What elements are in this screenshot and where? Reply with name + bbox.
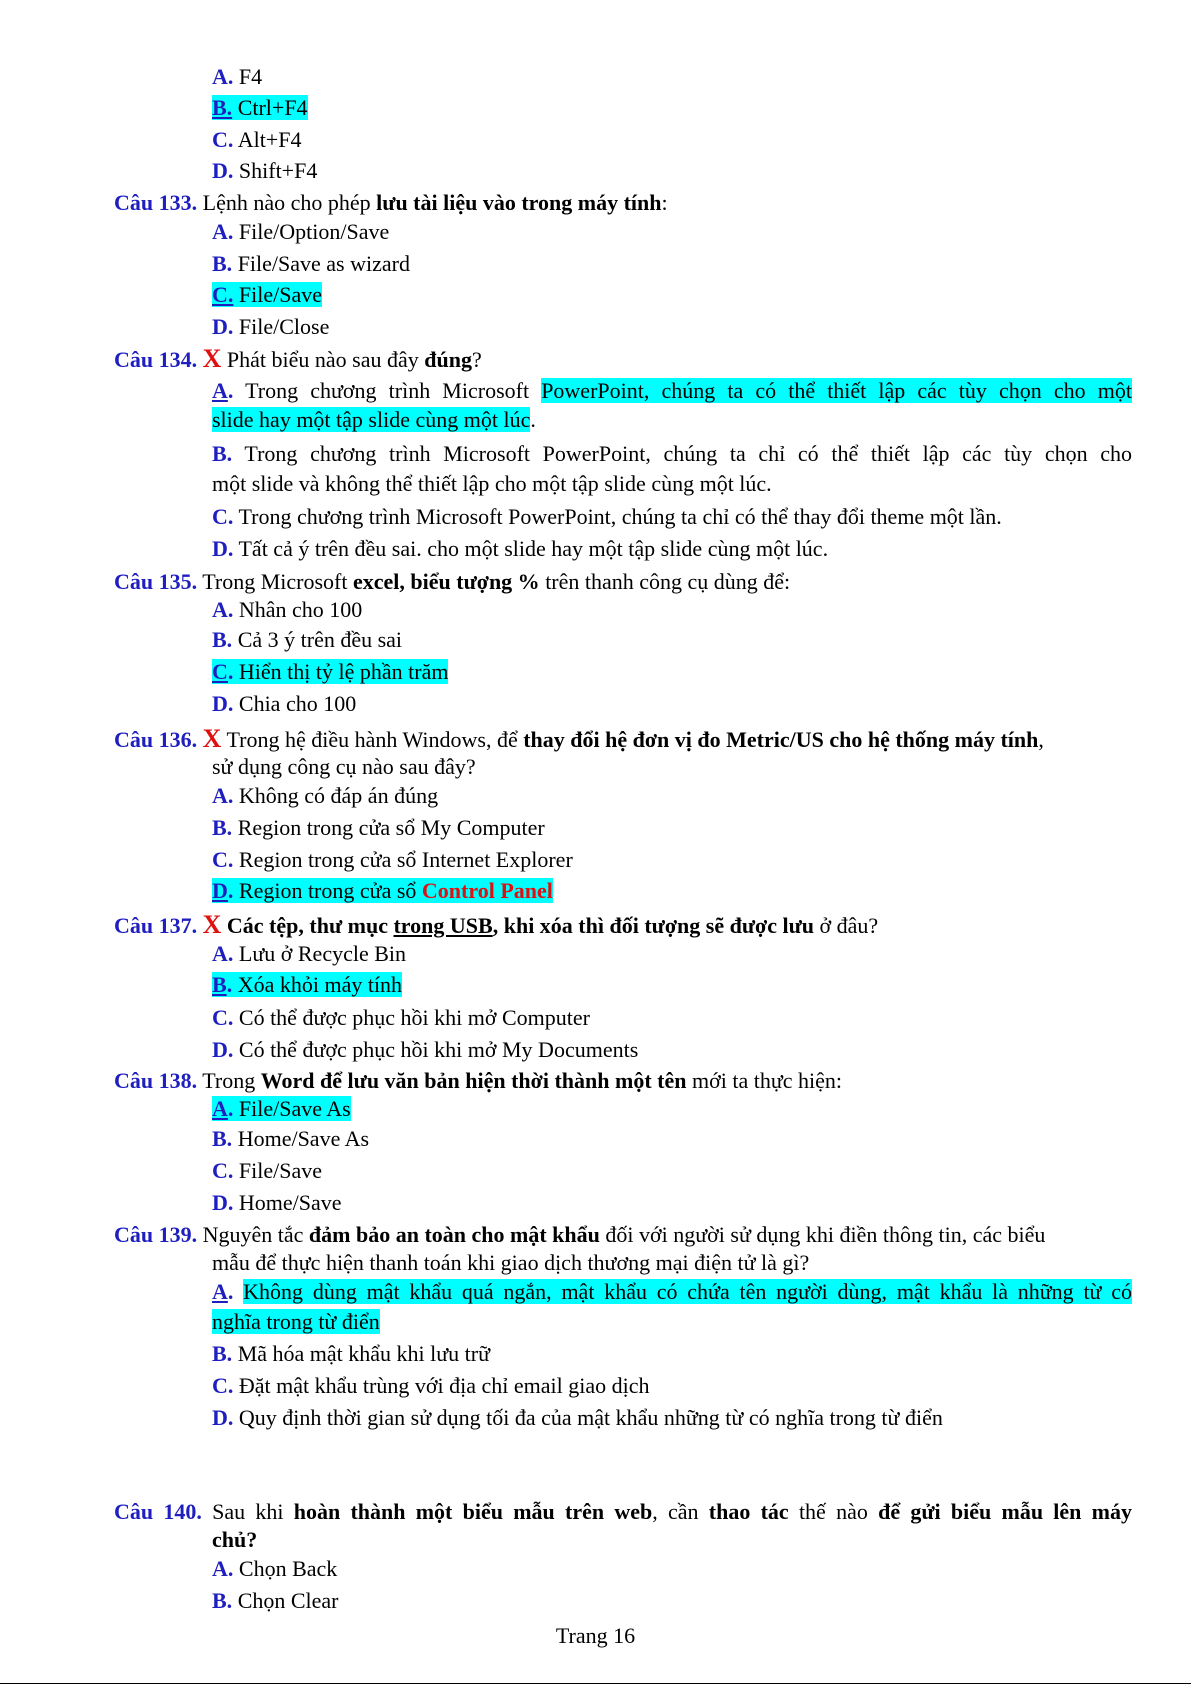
option-c: C. Region trong cửa sổ Internet Explorer: [212, 847, 573, 872]
wrong-mark-icon: X: [202, 344, 222, 373]
question-135: Câu 135. Trong Microsoft excel, biểu tượng % trên thanh công cụ dùng để:: [114, 569, 791, 594]
option-a: A. File/Option/Save: [212, 219, 390, 244]
option-c: C. Đặt mật khẩu trùng với địa chỉ email giao dịch: [212, 1373, 650, 1398]
option-b-answer: B. Ctrl+F4: [212, 95, 308, 120]
option-a-answer: A. File/Save As: [212, 1096, 351, 1121]
option-a-answer: A. Trong chương trình Microsoft PowerPoint, chúng ta có thể thiết lập các tùy chọn cho một: [212, 378, 1132, 403]
option-a-answer: A. Không dùng mật khẩu quá ngắn, mật khẩu có chứa tên người dùng, mật khẩu là những từ có: [212, 1279, 1133, 1304]
option-b: B. Chọn Clear: [212, 1588, 339, 1613]
option-d: D. File/Close: [212, 314, 330, 339]
option-b-answer: B. Xóa khỏi máy tính: [212, 972, 403, 997]
option-b-continued: một slide và không thể thiết lập cho một tập slide cùng một lúc.: [212, 471, 772, 496]
question-139-continued: mẫu để thực hiện thanh toán khi giao dịch thương mại điện tử là gì?: [212, 1250, 810, 1275]
question-133: Câu 133. Lệnh nào cho phép lưu tài liệu vào trong máy tính:: [114, 190, 668, 215]
option-d: D. Shift+F4: [212, 158, 318, 183]
page-number: Trang 16: [555, 1623, 636, 1648]
option-b: B. Cả 3 ý trên đều sai: [212, 627, 403, 652]
option-a: A. Không có đáp án đúng: [212, 783, 439, 808]
option-a: A. Nhân cho 100: [212, 597, 363, 622]
option-a-continued: slide hay một tập slide cùng một lúc.: [212, 407, 536, 432]
option-b: B. Home/Save As: [212, 1126, 370, 1151]
option-b: B. Region trong cửa sổ My Computer: [212, 815, 545, 840]
option-b: B. Mã hóa mật khẩu khi lưu trữ: [212, 1341, 491, 1366]
option-a: A. Lưu ở Recycle Bin: [212, 941, 407, 966]
option-b: B. File/Save as wizard: [212, 251, 410, 276]
option-b: B. Trong chương trình Microsoft PowerPoint, chúng ta chỉ có thể thiết lập các tùy chọn cho: [212, 441, 1132, 466]
option-d-answer: D. Region trong cửa sổ Control Panel: [212, 878, 553, 903]
option-c: C. Trong chương trình Microsoft PowerPoint, chúng ta chỉ có thể thay đổi theme một lần.: [212, 504, 1002, 529]
option-c-answer: C. Hiển thị tỷ lệ phần trăm: [212, 659, 449, 684]
question-139: Câu 139. Nguyên tắc đảm bảo an toàn cho mật khẩu đối với người sử dụng khi điền thông tin, các biểu: [114, 1222, 1046, 1247]
bottom-divider: [0, 1683, 1191, 1684]
option-c: C. Có thể được phục hồi khi mở Computer: [212, 1005, 590, 1030]
question-134: Câu 134. X Phát biểu nào sau đây đúng?: [114, 344, 482, 373]
option-a-continued: nghĩa trong từ điển: [212, 1309, 380, 1334]
wrong-mark-icon: X: [202, 910, 222, 939]
question-140: Câu 140. Sau khi hoàn thành một biểu mẫu trên web, cần thao tác thế nào để gửi biểu mẫu lên máy: [114, 1499, 1132, 1524]
option-c: C. File/Save: [212, 1158, 322, 1183]
option-d: D. Chia cho 100: [212, 691, 357, 716]
option-c: C. Alt+F4: [212, 127, 302, 152]
option-c-answer: C. File/Save: [212, 282, 322, 307]
option-d: D. Có thể được phục hồi khi mở My Documents: [212, 1037, 639, 1062]
wrong-mark-icon: X: [202, 724, 222, 753]
option-a: A. Chọn Back: [212, 1556, 338, 1581]
question-138: Câu 138. Trong Word để lưu văn bản hiện thời thành một tên mới ta thực hiện:: [114, 1068, 843, 1093]
option-d: D. Home/Save: [212, 1190, 342, 1215]
question-140-continued: chủ?: [212, 1527, 258, 1552]
option-a: A. F4: [212, 64, 263, 89]
option-d: D. Quy định thời gian sử dụng tối đa của mật khẩu những từ có nghĩa trong từ điển: [212, 1405, 943, 1430]
question-136-continued: sử dụng công cụ nào sau đây?: [212, 754, 476, 779]
question-136: Câu 136. X Trong hệ điều hành Windows, để thay đổi hệ đơn vị đo Metric/US cho hệ thống máy tính,: [114, 724, 1044, 753]
question-137: Câu 137. X Các tệp, thư mục trong USB, khi xóa thì đối tượng sẽ được lưu ở đâu?: [114, 910, 879, 939]
option-d: D. Tất cả ý trên đều sai. cho một slide hay một tập slide cùng một lúc.: [212, 536, 829, 561]
